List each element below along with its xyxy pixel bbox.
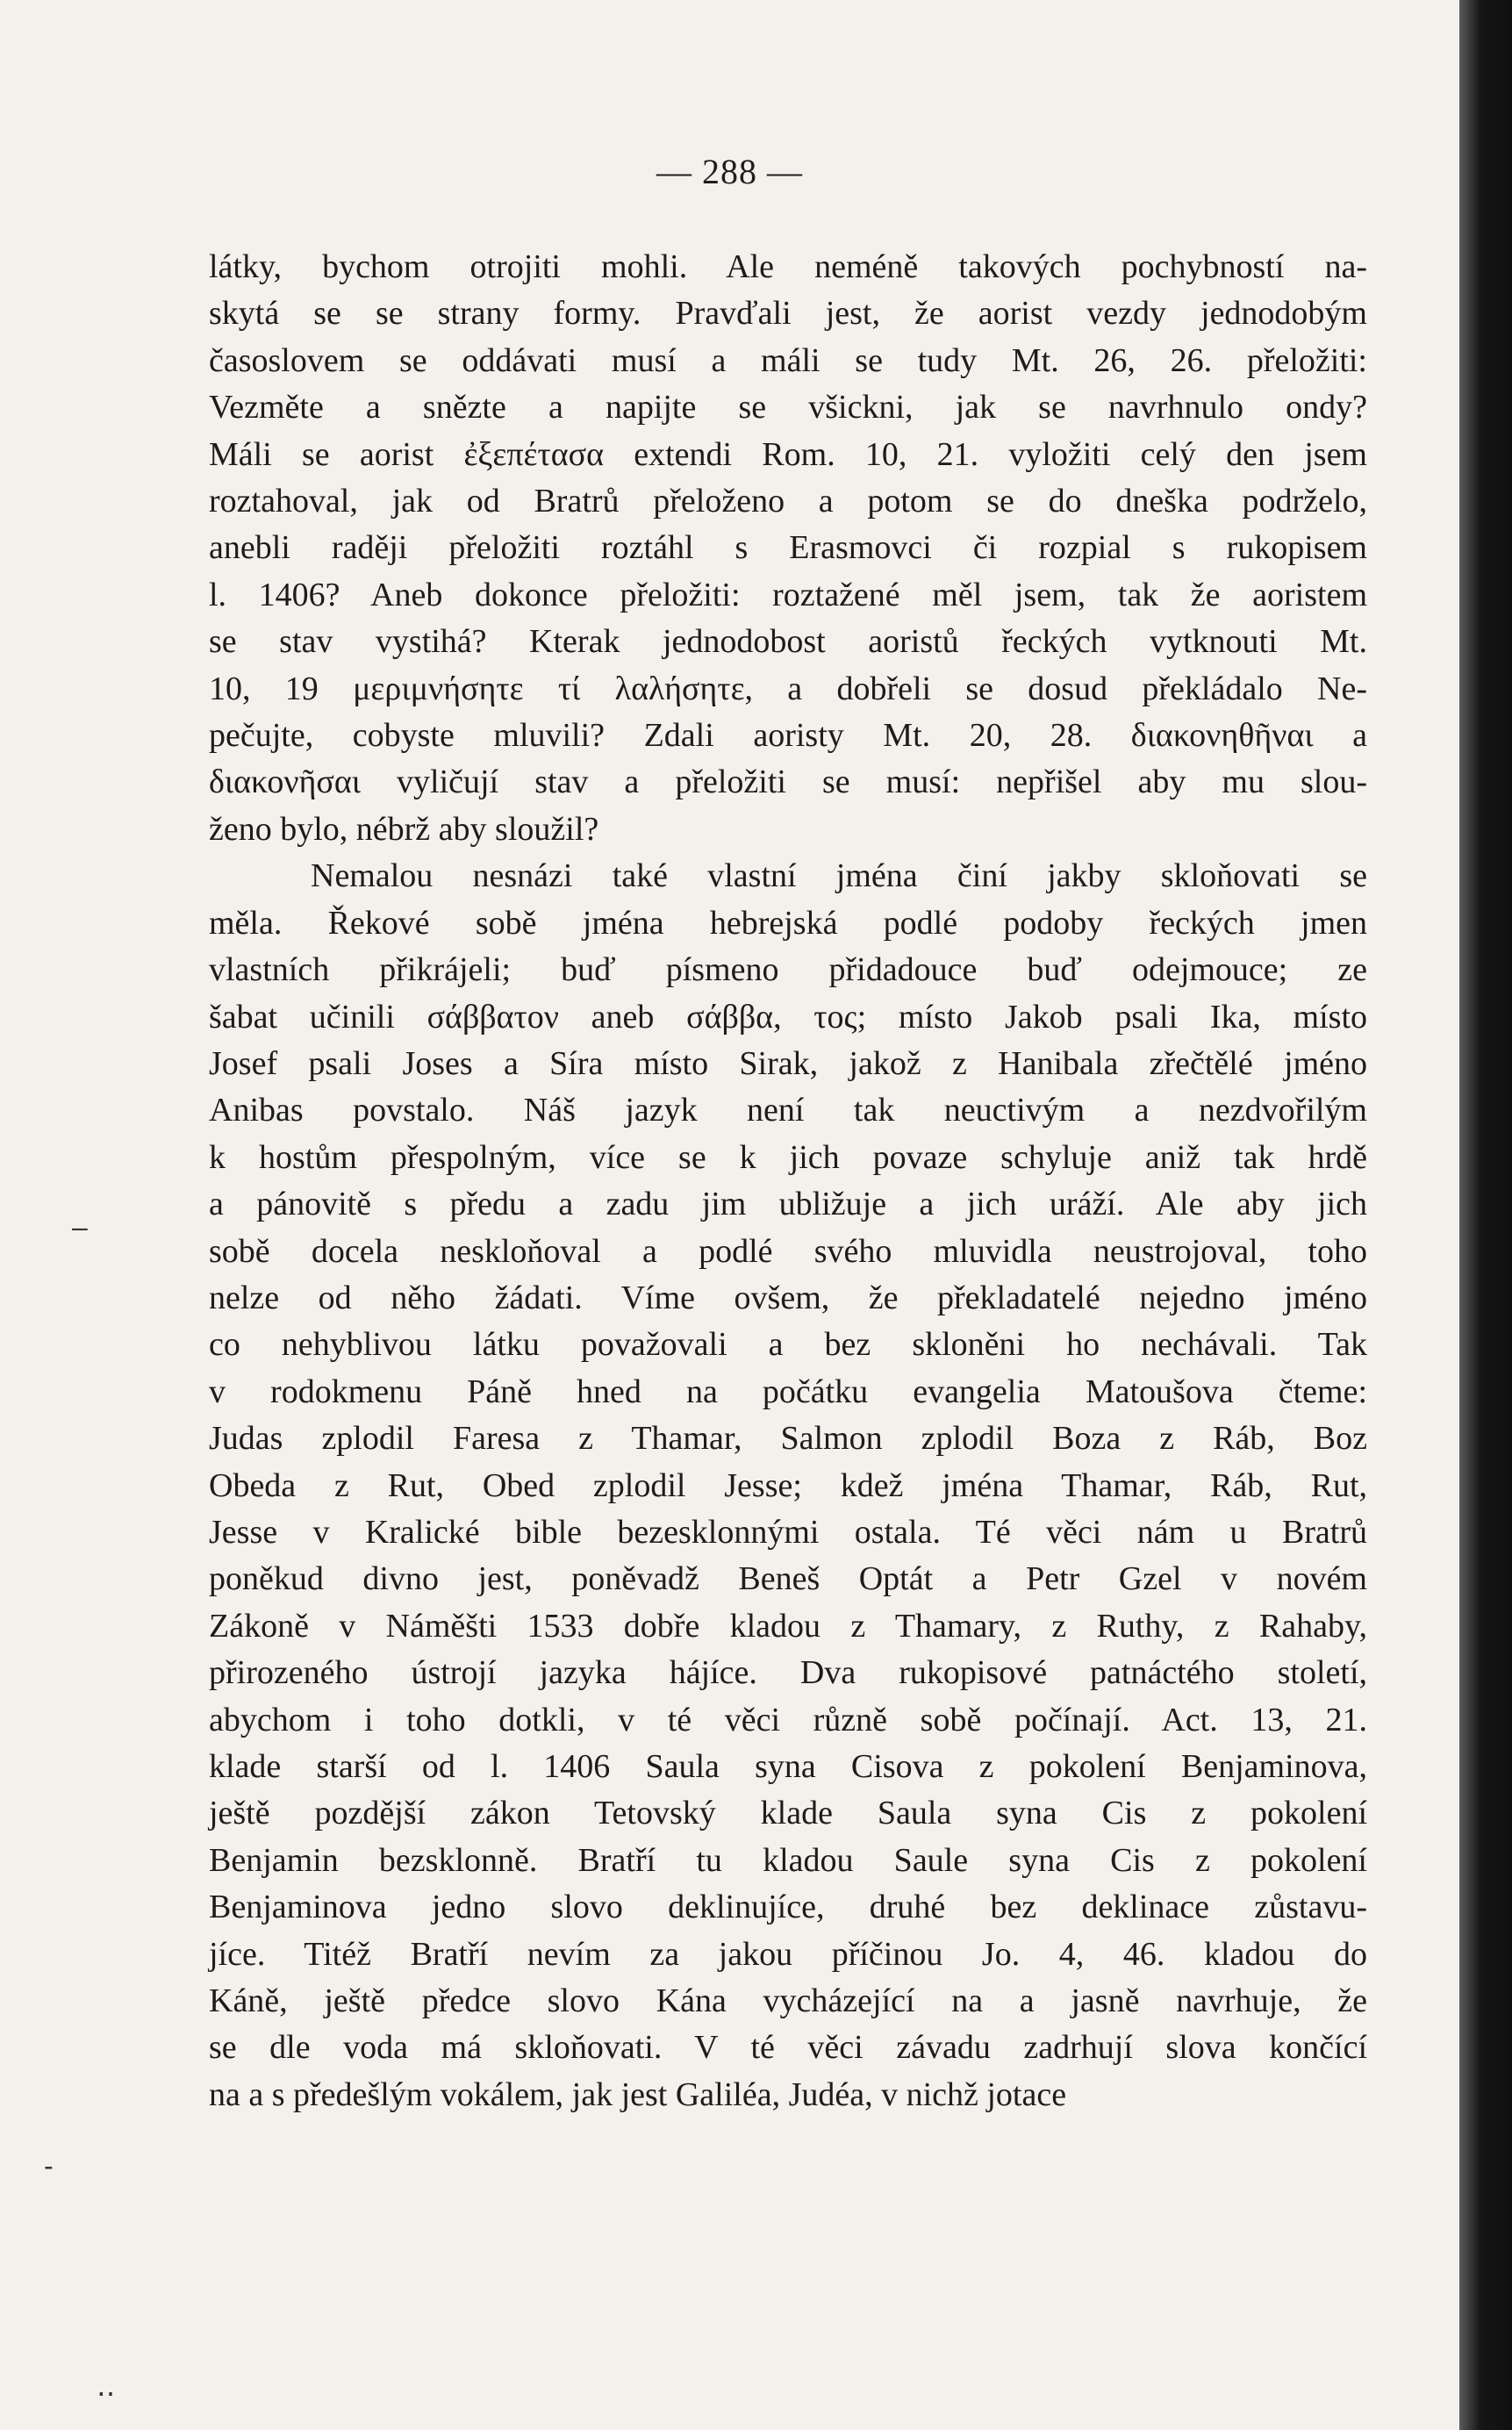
text-line: Nemalou nesnázi také vlastní jména činí jakby skloňovati se [311,857,1367,895]
text-line: Máli se aorist ἐξεπέτασα extendi Rom. 10, 21. vyložiti celý den jsem [209,435,1367,473]
margin-small-mark: - [44,2150,54,2182]
text-line: v rodokmenu Páně hned na počátku evangelia Matoušova čteme: [209,1373,1367,1410]
text-line: l. 1406? Aneb dokonce přeložiti: roztažené měl jsem, tak že aoristem [209,576,1367,613]
text-line: se dle voda má skloňovati. V té věci závadu zadrhují slova končící [209,2029,1367,2067]
text-line: a pánovitě s předu a zadu jim ubližuje a jich uráží. Ale aby jich [209,1186,1367,1223]
text-line: poněkud divno jest, poněvadž Beneš Optát a Petr Gzel v novém [209,1560,1367,1598]
text-line: jíce. Titéž Bratří nevím za jakou příčinou Jo. 4, 46. kladou do [209,1935,1367,1973]
text-line: Zákoně v Náměšti 1533 dobře kladou z Thamary, z Ruthy, z Rahaby, [209,1607,1367,1645]
text-line: ženo bylo, nébrž aby sloužil? [209,810,599,848]
text-line: přirozeného ústrojí jazyka hájíce. Dva rukopisové patnáctého století, [209,1654,1367,1692]
text-line: časoslovem se oddávati musí a máli se tudy Mt. 26, 26. přeložiti: [209,341,1367,379]
text-line: se stav vystihá? Kterak jednodobost aoristů řeckých vytknouti Mt. [209,623,1367,661]
text-line: šabat učinili σάββατον aneb σάββα, τος; místo Jakob psali Ika, místo [209,998,1367,1036]
body-text [209,244,1367,2118]
text-line: Judas zplodil Faresa z Thamar, Salmon zplodil Boza z Ráb, Boz [209,1420,1367,1458]
text-line: na a s předešlým vokálem, jak jest Galiléa, Judéa, v nichž jotace [209,2075,1067,2113]
text-line: διακονῆσαι vyličují stav a přeložiti se musí: nepřišel aby mu slou- [209,763,1367,801]
text-line: měla. Řekové sobě jména hebrejská podlé podoby řeckých jmen [209,904,1367,942]
text-line: Obeda z Rut, Obed zplodil Jesse; kdež jména Thamar, Ráb, Rut, [209,1466,1367,1504]
text-line: anebli raději přeložiti roztáhl s Erasmovci či rozpial s rukopisem [209,529,1367,567]
text-line: Josef psali Joses a Síra místo Sirak, jakož z Hanibala zřečtělé jméno [209,1044,1367,1082]
text-line: ještě pozdější zákon Tetovský klade Saula syna Cis z pokolení [209,1795,1367,1832]
text-line: Benjamin bezsklonně. Bratří tu kladou Saule syna Cis z pokolení [209,1841,1367,1879]
margin-dash-mark: – [72,1211,88,1243]
page-edge-shadow [1459,0,1512,2430]
text-line: pečujte, cobyste mluvili? Zdali aoristy Mt. 20, 28. διακονηθῆναι a [209,717,1367,755]
text-line: Káně, ještě předce slovo Kána vycházející na a jasně navrhuje, že [209,1982,1367,2020]
text-line: Jesse v Kralické bible bezesklonnými ostala. Té věci nám u Bratrů [209,1513,1367,1551]
margin-bottom-mark: ‥ [97,2370,116,2402]
text-line: Vezměte a snězte a napijte se všickni, jak se navrhnulo ondy? [209,389,1367,427]
text-line: abychom i toho dotkli, v té věci různě sobě počínají. Act. 13, 21. [209,1701,1367,1738]
text-line: klade starší od l. 1406 Saula syna Cisova z pokolení Benjaminova, [209,1748,1367,1785]
text-line: sobě docela neskloňoval a podlé svého mluvidla neustrojoval, toho [209,1232,1367,1270]
text-line: roztahoval, jak od Bratrů přeloženo a potom se do dneška podrželo, [209,483,1367,520]
text-line: co nehyblivou látku považovali a bez skloněni ho nechávali. Tak [209,1326,1367,1364]
text-line: nelze od něho žádati. Víme ovšem, že překladatelé nejedno jméno [209,1279,1367,1316]
text-line: k hostům přespolným, více se k jich povaze schyluje aniž tak hrdě [209,1138,1367,1176]
text-line: vlastních přikrájeli; buď písmeno přidadouce buď odejmouce; ze [209,951,1367,989]
text-line: Anibas povstalo. Náš jazyk není tak neuctivým a nezdvořilým [209,1092,1367,1129]
page-number: — 288 — [656,152,803,191]
text-line: látky, bychom otrojiti mohli. Ale neméně takových pochybností na- [209,248,1367,285]
text-line: 10, 19 μεριμνήσητε τί λαλήσητε, a dobřeli se dosud překládalo Ne- [209,670,1367,707]
text-line: Benjaminova jedno slovo deklinujíce, druhé bez deklinace zůstavu- [209,1889,1367,1926]
text-line: skytá se se strany formy. Pravďali jest, že aorist vezdy jednodobým [209,295,1367,333]
